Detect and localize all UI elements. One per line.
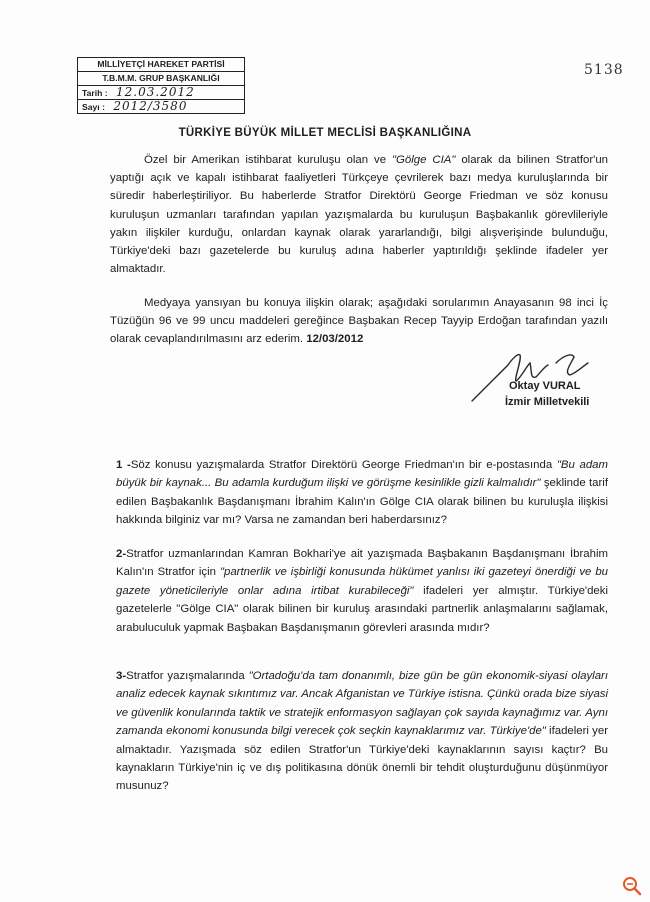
question-2-quote: "partnerlik ve işbirliği konusunda hükümet yanlısı iki gazeteyi önerdiği ve bu gazete yöneticileriyle onlar adına irtibat kurabileceği" bbox=[116, 566, 608, 597]
paragraph-request-text: Medyaya yansıyan bu konuya ilişkin olarak; aşağıdaki sorularımın Anayasanın 98 inci İç Tüzüğün 96 ve 99 uncu maddeleri gereğince Başbakan Recep Tayyip Erdoğan tarafından yazılı olarak cevaplandırılmasını arz ederim. bbox=[110, 297, 608, 346]
document-title: TÜRKİYE BÜYÜK MİLLET MECLİSİ BAŞKANLIĞINA bbox=[178, 127, 472, 139]
question-1-a: Söz konusu yazışmalarda Stratfor Direktörü George Friedman'ın bir e-postasında bbox=[130, 459, 557, 471]
paragraph-request-date: 12/03/2012 bbox=[306, 333, 364, 346]
question-2-b: ifadeleri yer almıştır. Türkiye'deki gazetelerle "Gölge CIA" olarak bilinen bir kuruluş arasındaki partnerlik anlaşmalarını sağlamak, arabuluculuk yapmak Başbakan Başdanışmanın görevleri arasında mıdır? bbox=[116, 584, 608, 634]
question-1-quote: "Bu adam büyük bir kaynak... Bu adamla kurduğum ilişki ve görüşme kesinlikle gizli kalmalıdır" bbox=[116, 459, 608, 490]
question-1-number: 1 - bbox=[116, 459, 131, 471]
stamp-line1: MİLLİYETÇİ HAREKET PARTİSİ bbox=[78, 58, 244, 72]
signer-title: İzmir Milletvekili bbox=[505, 396, 590, 408]
paragraph-intro-a: Özel bir Amerikan istihbarat kuruluşu olan ve bbox=[144, 154, 392, 166]
question-3-number: 3- bbox=[116, 670, 127, 682]
question-3-quote: "Ortadoğu'da tam donanımlı, bize gün be gün ekonomik-siyasi olayları analiz edecek kaynak sıkıntımız var. Ancak Afganistan ve Türkiye istisna. Çünkü orada bize siyasi ve güvenlik konularında taktik ve stratejik enformasyon sağlayan çok sayıda kaynağımız var. Aynı zamanda ekonomi konusunda bilgi verecek çok seçkin kaynaklarımız var. Türkiye'de" bbox=[116, 670, 608, 738]
paragraph-intro bbox=[110, 151, 608, 278]
signer-block bbox=[505, 378, 589, 410]
question-1-b: şeklinde tarif edilen Başbakanlık Başdanışmanı İbrahim Kalın'ın Gölge CIA olarak bilinen bu kuruluşla ilişkisi hakkında bilginiz var mı? Varsa ne zamandan beri haberdarsınız? bbox=[116, 477, 608, 527]
stamp-line2: T.B.M.M. GRUP BAŞKANLIĞI bbox=[78, 72, 244, 86]
paragraph-request bbox=[110, 294, 608, 349]
question-3-a: Stratfor yazışmalarında bbox=[126, 670, 249, 682]
stamp-number-row bbox=[78, 100, 244, 113]
stamp-number-value: 2012/3580 bbox=[113, 100, 188, 113]
stamp-date-row bbox=[78, 86, 244, 100]
question-2-number: 2- bbox=[116, 548, 127, 560]
question-1 bbox=[116, 456, 608, 530]
document-number: 5138 bbox=[584, 62, 624, 78]
question-2-a: Stratfor uzmanlarından Kamran Bokhari'ye ait yazışmada Başbakanın Başdanışmanı İbrahim Kalın'ın Stratfor için bbox=[116, 548, 608, 579]
zoom-icon[interactable] bbox=[622, 876, 642, 896]
question-2 bbox=[116, 545, 608, 637]
stamp-date-value: 12.03.2012 bbox=[116, 86, 195, 99]
paragraph-intro-quote: "Gölge CIA" bbox=[391, 154, 456, 166]
party-stamp bbox=[77, 57, 245, 114]
signer-name: Oktay VURAL bbox=[509, 380, 581, 392]
stamp-date-label: Tarih : bbox=[82, 88, 108, 98]
question-3-b: ifadeleri yer almaktadır. Yazışmada söz edilen Stratfor'un Türkiye'deki kaynaklarının sayısı kaçtır? Bu kaynakların Türkiye'nin iç ve dış politikasına dönük önemli bir tehdit oluşturduğunu düşünmüyor musunuz? bbox=[116, 725, 608, 793]
paragraph-intro-b: olarak da bilinen Stratfor'un yaptığı açık ve kapalı istihbarat faaliyetleri Türkçeye çevrilerek bazı medya kuruluşlarında bir süredir haberleştiriliyor. Bu haberlerde Stratfor Direktörü George Friedman ve söz konusu kuruluşun uzmanları tarafından yapılan yazışmalarda bu kuruluşun Başbakanlık görevlileriyle yakın ilişkiler kurduğu, onlardan kaynak olarak yararlandığı, bilgi alışverişinde bulunduğu, Türkiye'deki bazı gazetelerde bu kuruluş adına haberler yaptırıldığı şeklinde ifadeler yer almaktadır. bbox=[110, 154, 608, 276]
question-3 bbox=[116, 667, 608, 796]
stamp-number-label: Sayı : bbox=[82, 102, 105, 112]
